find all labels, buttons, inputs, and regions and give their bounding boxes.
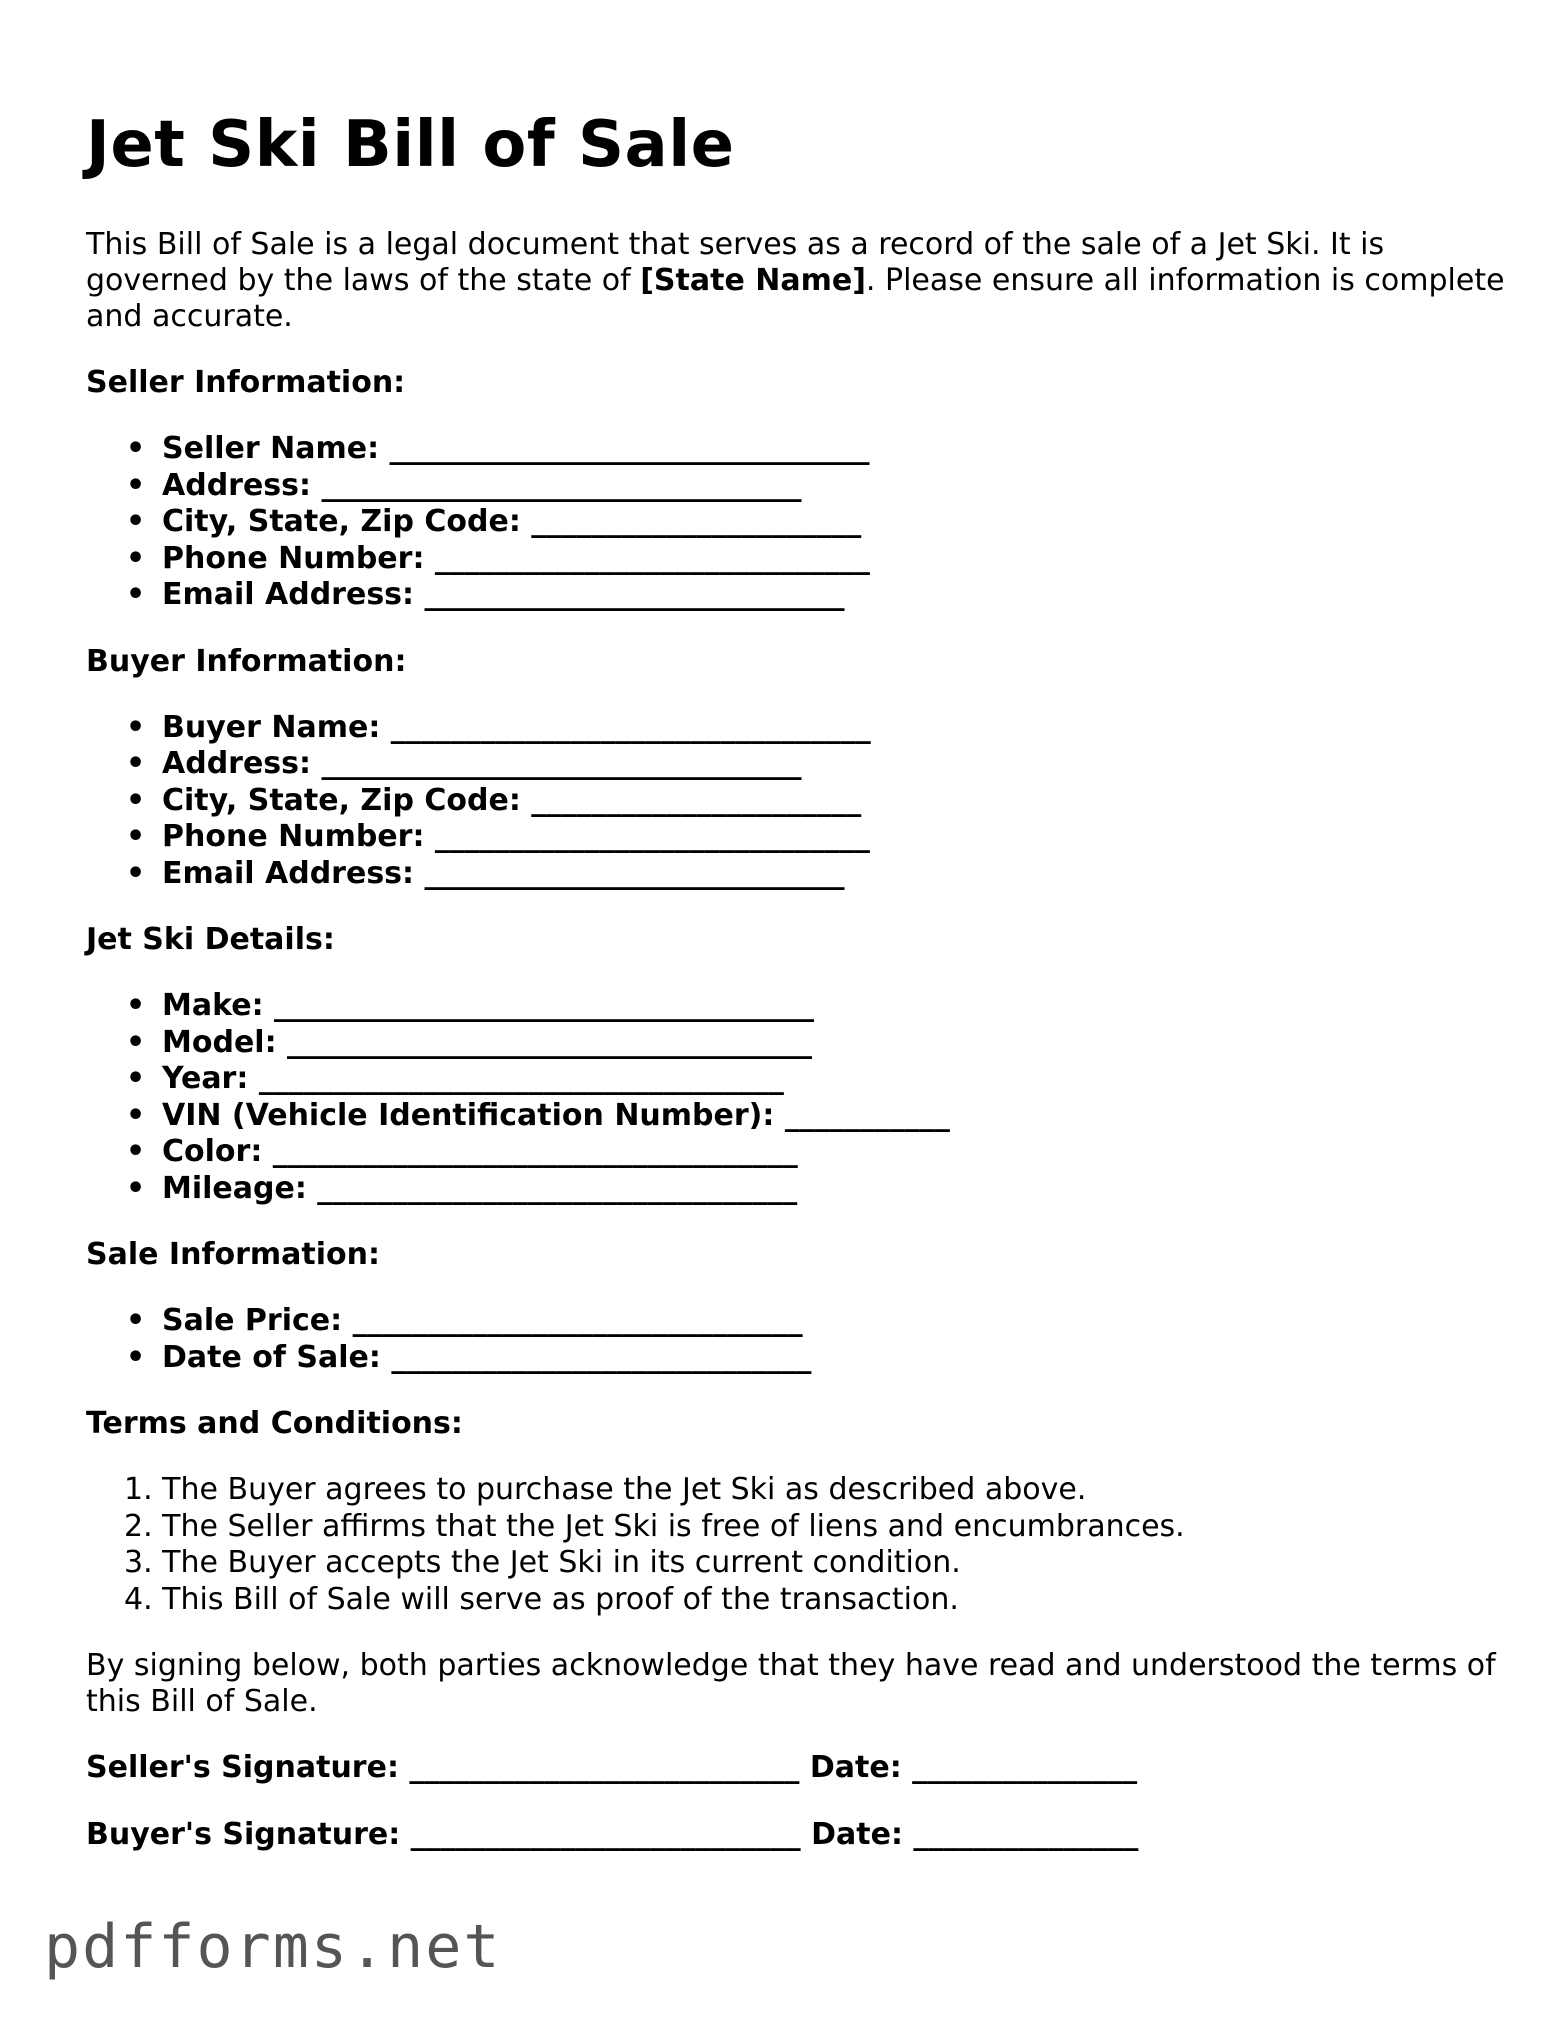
jetski-section-heading: Jet Ski Details:	[86, 922, 335, 957]
term-item: 4. This Bill of Sale will serve as proof of the transaction.	[124, 1581, 959, 1617]
buyer-phone-field	[126, 819, 1506, 856]
buyer-date-label: Date:	[811, 1817, 903, 1852]
fill-in-blank[interactable]: ___________________________________	[258, 1061, 784, 1096]
vin-field	[126, 1098, 1506, 1135]
seller-date-blank[interactable]: _______________	[912, 1750, 1138, 1785]
make-field	[126, 988, 1506, 1025]
term-item: 3. The Buyer accepts the Jet Ski in its current condition.	[124, 1545, 961, 1580]
mileage-field	[126, 1171, 1506, 1208]
field-label: Seller Name:	[162, 431, 380, 466]
terms-section-heading: Terms and Conditions:	[86, 1406, 463, 1441]
field-label: Year:	[162, 1061, 249, 1096]
seller-name-field	[126, 431, 1506, 468]
color-field	[126, 1134, 1506, 1171]
fill-in-blank[interactable]: ____________________________	[424, 855, 845, 891]
fill-in-blank[interactable]: ___________	[784, 1097, 950, 1133]
field-label: Phone Number:	[162, 540, 425, 576]
fill-in-blank[interactable]: ____________________________	[424, 577, 845, 612]
fill-in-blank[interactable]: ____________________________	[391, 1339, 812, 1375]
buyer-signature-label: Buyer's Signature:	[86, 1817, 401, 1852]
buyer-fields-list	[86, 710, 1506, 893]
sale-price-field	[126, 1303, 1506, 1340]
fill-in-blank[interactable]: ________________________________	[321, 467, 802, 503]
field-label: Model:	[162, 1024, 277, 1060]
seller-date-label: Date:	[809, 1750, 902, 1785]
field-label: Date of Sale:	[162, 1339, 381, 1375]
buyer-signature-line	[86, 1817, 1506, 1853]
acknowledgement-paragraph: By signing below, both parties acknowledge that they have read and understood the terms of this Bill of Sale.	[86, 1648, 1496, 1719]
fill-in-blank[interactable]: ________________________________	[321, 746, 802, 781]
seller-signature-blank[interactable]: __________________________	[409, 1750, 800, 1785]
field-label: Email Address:	[162, 855, 415, 891]
buyer-email-field	[126, 856, 1506, 893]
terms-list	[86, 1472, 1506, 1618]
fill-in-blank[interactable]: ________________________________	[317, 1170, 798, 1206]
buyer-city-state-zip-field	[126, 783, 1506, 820]
seller-phone-field	[126, 541, 1506, 578]
intro-text-before: This Bill of Sale is a legal document that serves as a record of the sale of a Jet Ski. It is governed by the laws of the state of	[86, 227, 1385, 298]
field-label: Make:	[162, 988, 264, 1023]
jetski-fields-list	[86, 988, 1506, 1207]
seller-section-heading: Seller Information:	[86, 365, 406, 400]
fill-in-blank[interactable]: ______________________________	[352, 1303, 803, 1338]
state-name-placeholder: [State Name]	[640, 263, 866, 298]
fill-in-blank[interactable]: ________________________________	[389, 431, 870, 466]
field-label: Mileage:	[162, 1170, 307, 1206]
field-label: Phone Number:	[162, 819, 425, 854]
seller-email-field	[126, 577, 1506, 614]
field-label: VIN (Vehicle Identification Number):	[162, 1097, 775, 1133]
fill-in-blank[interactable]: _____________________________	[434, 819, 870, 854]
fill-in-blank[interactable]: ______________________	[531, 782, 862, 818]
field-label: Address:	[162, 746, 312, 781]
model-field	[126, 1025, 1506, 1062]
intro-paragraph	[86, 227, 1506, 335]
seller-city-state-zip-field	[126, 504, 1506, 541]
sale-section-heading: Sale Information:	[86, 1237, 380, 1272]
year-field	[126, 1061, 1506, 1098]
seller-fields-list	[86, 431, 1506, 614]
seller-address-field	[126, 468, 1506, 505]
buyer-name-field	[126, 710, 1506, 747]
term-item: 2. The Seller affirms that the Jet Ski is free of liens and encumbrances.	[124, 1508, 1185, 1544]
date-of-sale-field	[126, 1340, 1506, 1377]
field-label: Buyer Name:	[162, 709, 381, 745]
seller-signature-line	[86, 1750, 1506, 1786]
document-page	[86, 105, 1506, 1884]
fill-in-blank[interactable]: _____________________________	[434, 540, 870, 576]
field-label: City, State, Zip Code:	[162, 782, 521, 818]
intro-text-after: . Please ensure all information is complete and accurate.	[86, 263, 1505, 334]
buyer-address-field	[126, 746, 1506, 783]
term-item: 1. The Buyer agrees to purchase the Jet Ski as described above.	[124, 1472, 1087, 1507]
fill-in-blank[interactable]: ______________________	[531, 504, 862, 539]
buyer-section-heading: Buyer Information:	[86, 643, 407, 679]
field-label: Address:	[162, 467, 312, 503]
field-label: City, State, Zip Code:	[162, 504, 521, 539]
buyer-date-blank[interactable]: _______________	[913, 1817, 1139, 1852]
field-label: Sale Price:	[162, 1303, 343, 1338]
field-label: Email Address:	[162, 577, 415, 612]
fill-in-blank[interactable]: ________________________________	[390, 709, 871, 745]
buyer-signature-blank[interactable]: __________________________	[410, 1817, 801, 1852]
field-label: Color:	[162, 1134, 263, 1169]
page-title: Jet Ski Bill of Sale	[86, 108, 735, 182]
watermark-logo: pdfforms.net	[44, 1912, 502, 1982]
fill-in-blank[interactable]: ___________________________________	[287, 1024, 813, 1060]
fill-in-blank[interactable]: ___________________________________	[272, 1134, 798, 1169]
sale-fields-list	[86, 1303, 1506, 1376]
seller-signature-label: Seller's Signature:	[86, 1750, 399, 1785]
fill-in-blank[interactable]: ____________________________________	[274, 988, 815, 1023]
